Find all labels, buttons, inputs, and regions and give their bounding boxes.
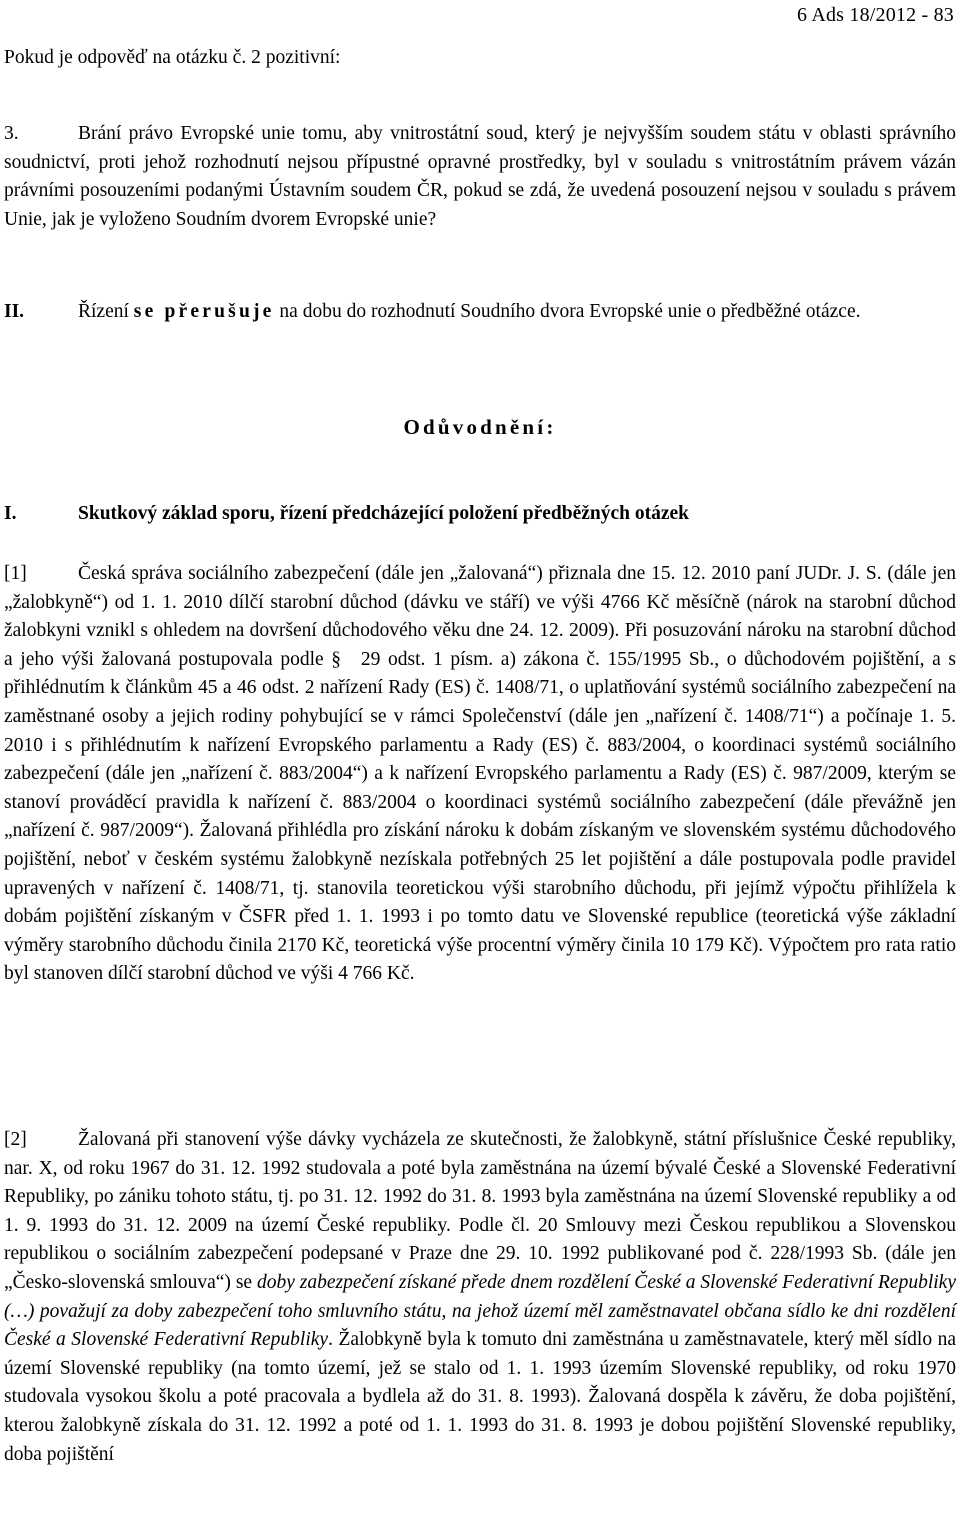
paragraph-2-text-a: Žalovaná při stanovení výše dávky vycházela ze skutečnosti, že žalobkyně, státní příslušnice České republiky, nar. X, od roku 1967 do 31. 12. 1992 studovala a poté byla zaměstnána na území bývalé České a Slovenské Federativní Republiky, po zániku tohoto státu, tj. po 31. 12. 1992 do 31. 8. 1993 byla zaměstnána na území Slovenské republiky a od 1. 9. 1993 do 31. 12. 2009 na území České republiky. Podle čl. 20 Smlouvy mezi Českou republikou a Slovenskou republikou o sociálním zabezpečení podepsané v Praze dne 29. 10. 1992 publikované pod č. 228/1993 Sb. (dále jen „Česko-slovenská smlouva“) se <box>4 1129 956 1293</box>
section-sign: § <box>331 648 342 670</box>
section-I-heading <box>4 503 956 525</box>
section-2-after: na dobu do rozhodnutí Soudního dvora Evropské unie o předběžné otázce. <box>279 301 861 322</box>
quoted-treaty-text: doby zabezpečení získané přede dnem rozdělení České a Slovenské Federativní Republiky (…) považují za doby zabezpečení toho smluvního státu, na jehož území měl zaměstnavatel občana sídlo ke dni rozdělení České a Slovenské Federativní Republiky <box>4 1271 956 1351</box>
reasoning-heading: Odůvodnění: <box>403 415 557 439</box>
section-2-paragraph <box>4 298 956 327</box>
case-reference: 6 Ads 18/2012 - 83 <box>797 4 954 26</box>
paragraph-1 <box>4 560 956 989</box>
paragraph-2 <box>4 1126 956 1469</box>
question-3 <box>4 120 956 234</box>
intro-line: Pokud je odpověď na otázku č. 2 pozitivní: <box>4 47 341 68</box>
section-I-title: Skutkový základ sporu, řízení předcházející položení předběžných otázek <box>78 503 689 524</box>
paragraph-2-text-b: . Žalobkyně byla k tomuto dni zaměstnána u zaměstnavatele, který měl sídlo na území Slovenské republiky (na tomto území, jež se stalo od 1. 1. 1993 územím Slovenské republiky, od roku 1970 studovala vysokou školu a poté pracovala a bydlela až do 31. 8. 1993). Žalovaná dospěla k závěru, že doba pojištění, kterou žalobkyně získala do 31. 12. 1992 a poté od 1. 1. 1993 do 31. 8. 1993 je dobou pojištění Slovenské republiky, doba pojištění <box>4 1329 956 1465</box>
paragraph-1-text-b: 29 odst. 1 písm. a) zákona č. 155/1995 Sb., o důchodovém pojištění, a s přihlédnutím k článkům 45 a 46 odst. 2 nařízení Rady (ES) č. 1408/71, o uplatňování systémů sociálního zabezpečení na zaměstnané osoby a jejich rodiny pohybující se v rámci Společenství (dále jen „nařízení č. 1408/71“) a počínaje 1. 5. 2010 i s přihlédnutím k nařízení Evropského parlamentu a Rady (ES) č. 883/2004, o koordinaci systémů sociálního zabezpečení (dále jen „nařízení č. 883/2004“) a k nařízení Evropského parlamentu a Rady (ES) č. 987/2009, kterým se stanoví prováděcí pravidla k nařízení č. 883/2004 o koordinaci systémů sociálního zabezpečení (dále převážně jen „nařízení č. 987/2009“). Žalovaná přihlédla pro získání nároku k dobám získaným ve slovenském systému důchodového pojištění, neboť v českém systému žalobkyně nezískala potřebných 25 let pojištění a dále postupovala podle pravidel upravených v nařízení č. 1408/71, tj. stanovila teoretickou výši starobního důchodu, při jejímž výpočtu přihlížela k dobám pojištění získaným v ČSFR před 1. 1. 1993 i po tomto datu ve Slovenské republice (teoretická výše základní výměry starobního důchodu činila 2170 Kč, teoretická výše procentní výměry činila 10 179 Kč). Výpočtem pro rata ratio byl stanoven dílčí starobní důchod ve výši 4 766 Kč. <box>4 648 956 985</box>
paragraph-1-text-a: Česká správa sociálního zabezpečení (dále jen „žalovaná“) přiznala dne 15. 12. 2010 paní JUDr. J. S. (dále jen „žalobkyně“) od 1. 1. 2010 dílčí starobní důchod (dávku ve stáří) ve výši 4766 Kč měsíčně (nárok na starobní důchod žalobkyni vznikl s ohledem na dovršení důchodového věku dne 24. 12. 2009). Při posuzování nároku na starobní důchod a jeho výši žalovaná postupovala podle <box>4 563 956 670</box>
question-number: 3. <box>4 123 19 144</box>
paragraph-number: [2] <box>4 1129 27 1150</box>
section-number: II. <box>4 301 25 322</box>
question-text: Brání právo Evropské unie tomu, aby vnitrostátní soud, který je nejvyšším soudem státu v oblasti správního soudnictví, proti jehož rozhodnutí nejsou přípustné opravné prostředky, byl v souladu s vnitrostátním právem vázán právními posouzeními podanými Ústavním soudem ČR, pokud se zdá, že uvedená posouzení nejsou v souladu s právem Unie, jak je vyloženo Soudním dvorem Evropské unie? <box>4 123 956 230</box>
section-2-emphasis: se přerušuje <box>133 301 275 322</box>
section-2-before: Řízení <box>78 301 129 322</box>
paragraph-number: [1] <box>4 563 27 584</box>
section-I-number: I. <box>4 503 17 524</box>
